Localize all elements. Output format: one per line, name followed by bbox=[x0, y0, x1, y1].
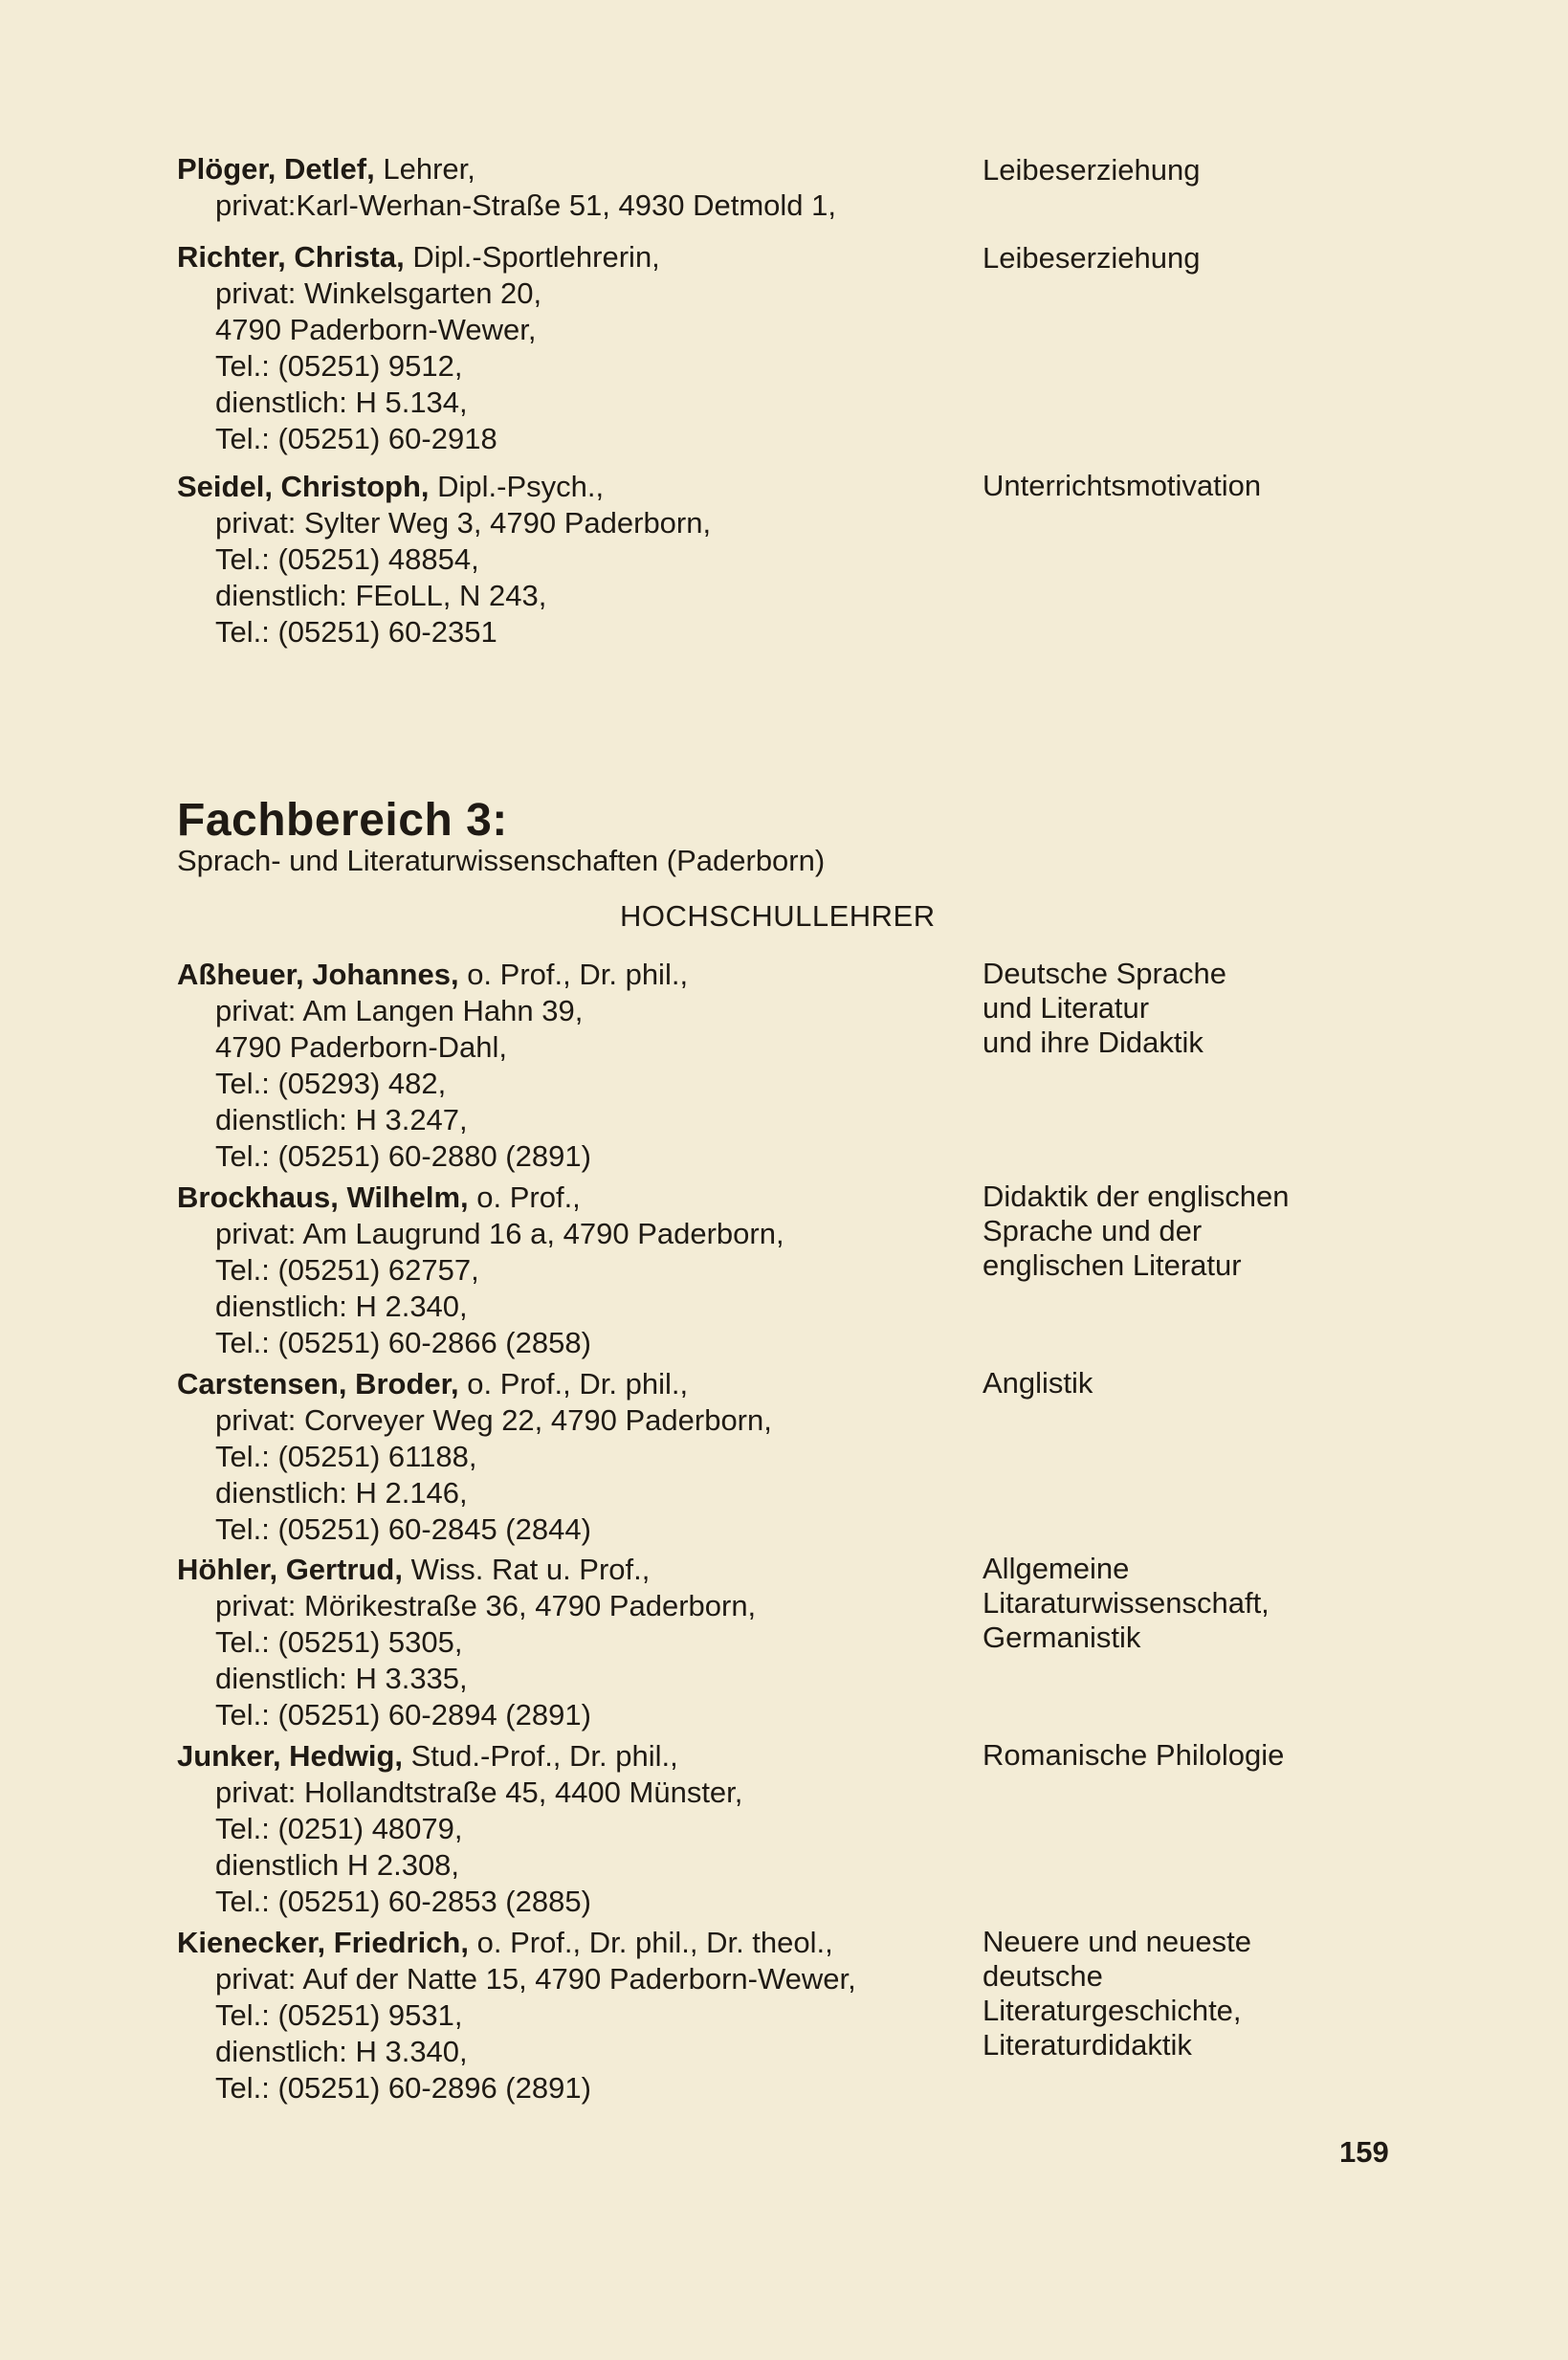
subject-area: Didaktik der englischen Sprache und der englischen Literatur bbox=[983, 1180, 1290, 1282]
entry-details bbox=[177, 1366, 971, 1548]
person-name: Brockhaus, Wilhelm, bbox=[177, 1180, 469, 1214]
address-line: privat:Karl-Werhan-Straße 51, 4930 Detmold 1, bbox=[215, 188, 837, 222]
phone-line: Tel.: (05251) 60-2896 (2891) bbox=[215, 2071, 591, 2105]
phone-line: Tel.: (05251) 60-2845 (2844) bbox=[215, 1512, 591, 1546]
address-line: privat: Corveyer Weg 22, 4790 Paderborn, bbox=[215, 1403, 772, 1437]
office-line: dienstlich: H 2.146, bbox=[215, 1476, 468, 1510]
phone-line: Tel.: (05251) 60-2853 (2885) bbox=[215, 1885, 591, 1918]
subject-area: Leibeserziehung bbox=[983, 153, 1201, 187]
person-name: Aßheuer, Johannes, bbox=[177, 958, 459, 991]
phone-line: Tel.: (05251) 60-2351 bbox=[215, 615, 497, 649]
entry-details bbox=[177, 1925, 971, 2106]
person-title: Wiss. Rat u. Prof., bbox=[402, 1553, 651, 1586]
phone-line: Tel.: (05251) 60-2880 (2891) bbox=[215, 1139, 591, 1173]
address-line: privat: Am Laugrund 16 a, 4790 Paderborn, bbox=[215, 1217, 784, 1250]
office-line: dienstlich: H 2.340, bbox=[215, 1290, 468, 1323]
section-subtitle: Sprach- und Literaturwissenschaften (Paderborn) bbox=[177, 844, 826, 877]
address-line: privat: Winkelsgarten 20, bbox=[215, 276, 542, 310]
entry-details bbox=[177, 1552, 971, 1733]
entry-details bbox=[177, 151, 971, 224]
phone-line: Tel.: (05251) 48854, bbox=[215, 542, 479, 576]
office-line: dienstlich: H 3.340, bbox=[215, 2035, 468, 2068]
subject-area: Allgemeine Litaraturwissenschaft, Germanistik bbox=[983, 1552, 1270, 1654]
phone-line: Tel.: (05251) 9512, bbox=[215, 349, 463, 383]
person-title: o. Prof., Dr. phil., bbox=[458, 958, 689, 991]
group-heading: HOCHSCHULLEHRER bbox=[620, 899, 936, 933]
office-line: dienstlich: H 3.247, bbox=[215, 1103, 468, 1136]
subject-area: Unterrichtsmotivation bbox=[983, 469, 1262, 502]
phone-line: Tel.: (05251) 62757, bbox=[215, 1253, 479, 1287]
address-line: privat: Am Langen Hahn 39, bbox=[215, 994, 584, 1027]
person-name: Carstensen, Broder, bbox=[177, 1367, 459, 1401]
person-name: Junker, Hedwig, bbox=[177, 1739, 404, 1773]
phone-line: Tel.: (05251) 60-2918 bbox=[215, 422, 497, 455]
person-title: o. Prof., bbox=[468, 1180, 581, 1214]
person-title: Dipl.-Psych., bbox=[429, 470, 605, 503]
person-name: Höhler, Gertrud, bbox=[177, 1553, 403, 1586]
address-line: 4790 Paderborn-Wewer, bbox=[215, 313, 537, 346]
office-line: dienstlich: FEoLL, N 243, bbox=[215, 579, 547, 612]
phone-line: Tel.: (05251) 60-2894 (2891) bbox=[215, 1698, 591, 1731]
entry-details bbox=[177, 1180, 971, 1361]
person-name: Seidel, Christoph, bbox=[177, 470, 430, 503]
address-line: privat: Mörikestraße 36, 4790 Paderborn, bbox=[215, 1589, 757, 1622]
subject-area: Neuere und neueste deutsche Literaturgeschichte, Literaturdidaktik bbox=[983, 1925, 1251, 2062]
phone-line: Tel.: (05251) 61188, bbox=[215, 1440, 477, 1473]
phone-line: Tel.: (05251) 5305, bbox=[215, 1625, 463, 1659]
phone-line: Tel.: (0251) 48079, bbox=[215, 1812, 463, 1845]
subject-area: Romanische Philologie bbox=[983, 1738, 1285, 1772]
person-title: o. Prof., Dr. phil., Dr. theol., bbox=[468, 1926, 833, 1959]
address-line: privat: Hollandtstraße 45, 4400 Münster, bbox=[215, 1776, 743, 1809]
phone-line: Tel.: (05251) 9531, bbox=[215, 1998, 463, 2032]
section-title: Fachbereich 3: bbox=[177, 795, 508, 846]
entry-details bbox=[177, 957, 971, 1175]
office-line: dienstlich: H 3.335, bbox=[215, 1662, 468, 1695]
address-line: privat: Sylter Weg 3, 4790 Paderborn, bbox=[215, 506, 712, 540]
person-name: Kienecker, Friedrich, bbox=[177, 1926, 469, 1959]
entry-details bbox=[177, 1738, 971, 1920]
page-number: 159 bbox=[1339, 2135, 1389, 2169]
entry-details bbox=[177, 469, 971, 651]
address-line: privat: Auf der Natte 15, 4790 Paderborn-Wewer, bbox=[215, 1962, 856, 1996]
person-name: Richter, Christa, bbox=[177, 240, 405, 274]
entry-details bbox=[177, 239, 971, 457]
person-name: Plöger, Detlef, bbox=[177, 152, 375, 186]
office-line: dienstlich: H 5.134, bbox=[215, 386, 468, 419]
phone-line: Tel.: (05293) 482, bbox=[215, 1067, 447, 1100]
phone-line: Tel.: (05251) 60-2866 (2858) bbox=[215, 1326, 591, 1359]
person-title: Dipl.-Sportlehrerin, bbox=[404, 240, 660, 274]
person-title: o. Prof., Dr. phil., bbox=[458, 1367, 689, 1401]
address-line: 4790 Paderborn-Dahl, bbox=[215, 1030, 508, 1064]
subject-area: Anglistik bbox=[983, 1366, 1093, 1400]
person-title: Stud.-Prof., Dr. phil., bbox=[403, 1739, 678, 1773]
office-line: dienstlich H 2.308, bbox=[215, 1848, 460, 1882]
subject-area: Deutsche Sprache und Literatur und ihre Didaktik bbox=[983, 957, 1227, 1059]
person-title: Lehrer, bbox=[374, 152, 475, 186]
subject-area: Leibeserziehung bbox=[983, 241, 1201, 275]
